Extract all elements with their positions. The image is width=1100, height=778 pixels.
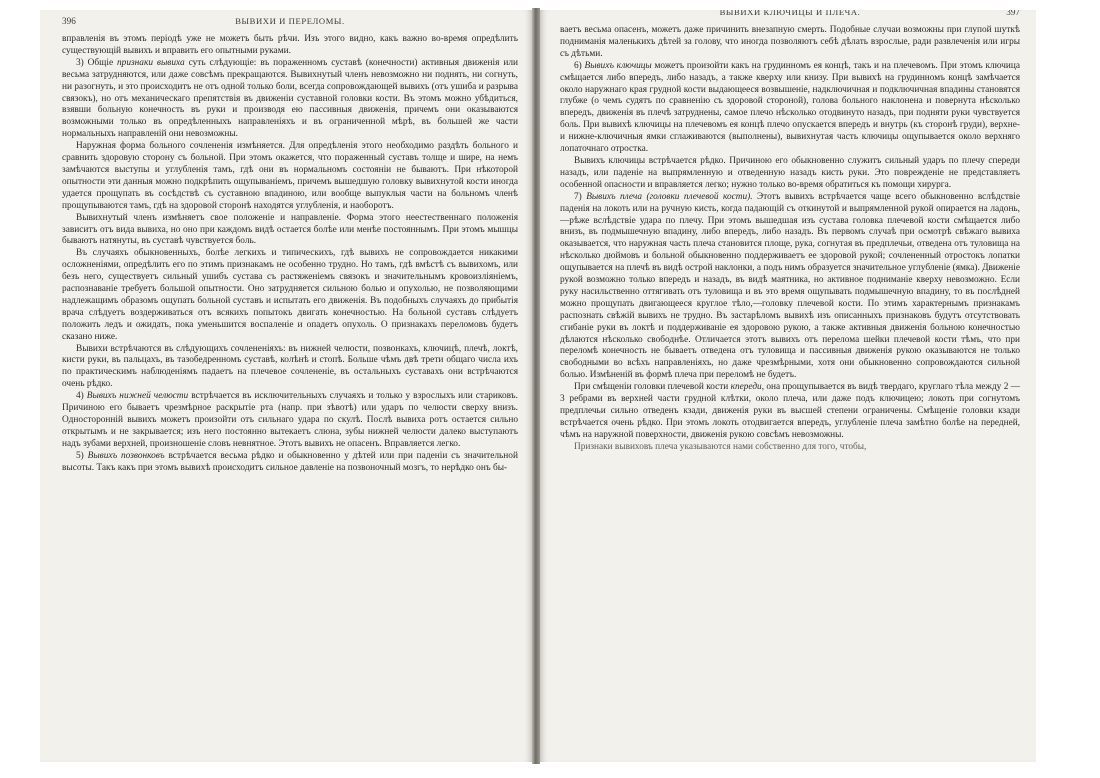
paragraph: Въ случаяхъ обыкновенныхъ, болѣе легкихъ и типическихъ, гдѣ вывихъ не сопровождается никакими осложненіями, опредѣлить его по этимъ признакамъ не особенно трудно. Но тамъ, гдѣ вмѣстѣ съ вывихомъ, или безъ него, существуетъ сильный ушибъ сустава съ растяженіемъ связокъ и значительнымъ кровоизліяніемъ, распознаваніе требуетъ большой опытности. Оно затрудняется сильною болью и опухолью, не позволяющими надлежащимъ образомъ ощупать больной суставъ и испытать его движенія. Въ подобныхъ случаяхъ до прибытія врача слѣдуетъ воздерживаться отъ всякихъ попытокъ двигать конечностью. На больной суставъ слѣдуетъ положить ледъ и ожидать, пока уменьшится воспаленіе и опадетъ опухоль. О признакахъ переломовъ будетъ сказано ниже. (62, 248, 518, 342)
paragraph: При смѣщеніи головки плечевой кости кпереди, она прощупывается въ видѣ твердаго, круглаго тѣла между 2 — 3 ребрами въ верхней части грудной клѣтки, около плеча, или даже подъ ключицею; локоть при согнутомъ предплечьи сильно отведенъ кзади, движенія руки въ высшей степени ограничены. Смѣщеніе головки кзади встрѣчается очень рѣдко. При этомъ локоть отодвигается впередъ, углубленіе плеча замѣтно болѣе на передней, чѣмъ на наружной поверхности, движенія рукою совсѣмъ невозможны. (560, 382, 1020, 440)
paragraph: 5) Вывихъ позвонковъ встрѣчается весьма рѣдко и обыкновенно у дѣтей или при паденіи съ значительной высоты. Такъ какъ при этомъ вывихѣ происходитъ сильное давленіе на позвоночный мозгъ, то нерѣдко онъ бы- (62, 450, 518, 473)
paragraph: вправленія въ этомъ періодѣ уже не можетъ быть рѣчи. Изъ этого видно, какъ важно во-время опредѣлить существующій вывихъ и вправить его опытными руками. (62, 34, 518, 56)
left-page-text (62, 34, 518, 475)
running-head-title-left: ВЫВИХИ И ПЕРЕЛОМЫ. (235, 16, 345, 26)
section-term: Вывихъ позвонковъ (87, 450, 165, 461)
paragraph: Вывихи встрѣчаются въ слѣдующихъ сочлененіяхъ: въ нижней челюсти, позвонкахъ, ключицѣ, плечѣ, локтѣ, кисти руки, въ пальцахъ, въ тазобедренномъ суставѣ, колѣнѣ и стопѣ. Больше чѣмъ двѣ трети общаго числа ихъ по практическимъ наблюденіямъ падаетъ на плечевое сочлененіе, въ остальныхъ суставахъ они встрѣчаются очень рѣдко. (62, 343, 518, 390)
right-page-text (560, 25, 1020, 454)
running-head-title-right: ВЫВИХИ КЛЮЧИЦЫ И ПЛЕЧА. (719, 10, 861, 17)
section-term: Вывихъ нижней челюсти (86, 391, 189, 402)
paragraph: Наружная форма больного сочлененія измѣняется. Для опредѣленія этого необходимо раздѣть больного и сравнить здоровую сторону съ больной. При этомъ окажется, что пораженный суставъ толще и шире, на немъ замѣчаются выступы и углубленія тамъ, гдѣ они въ нормальномъ состояніи не бываютъ. При нѣкоторой опытности эти данныя можно подкрѣпить ощупываніемъ, причемъ вышедшую головку вывихнутой кости иногда удается прощупать въ сосѣдствѣ съ суставною впадиною, или вообще выпуклыя части на больномъ членѣ прощупываются тамъ, гдѣ на здоровой сторонѣ находятся углубленія, и наоборотъ. (62, 141, 518, 211)
paragraph: 3) Общіе признаки вывиха суть слѣдующіе: въ пораженномъ суставѣ (конечности) активныя движенія или весьма затрудняются, или даже совсѣмъ прекращаются. Вывихнутый членъ невозможно ни поднять, ни согнуть, ни разогнуть, и это происходитъ не отъ одной только боли, всегда сопровождающей вывихъ (отъ ушиба и разрыва связокъ), но отъ механическаго препятствія въ движеніи суставной головки кости. Въ этомъ можно убѣдиться, взявши больную конечность въ руки и производя ею пассивныя движенія, причемъ они оказываются возможными только въ опредѣленныхъ направленіяхъ и въ ограниченной мѣрѣ, въ большей же части нормальныхъ направленій они невозможны. (62, 57, 518, 140)
paragraph: ваетъ весьма опасенъ, можетъ даже причинить внезапную смерть. Подобные случаи возможны при глупой шуткѣ подниманія маленькихъ дѣтей за голову, что иногда позволяютъ себѣ дѣлать взрослые, ради развлеченія или игры съ дѣтьми. (560, 25, 1020, 59)
paragraph: 6) Вывихъ ключицы можетъ произойти какъ на грудинномъ ея концѣ, такъ и на плечевомъ. При этомъ ключица смѣщается либо впередъ, либо назадъ, а также кверху или книзу. При вывихѣ на грудинномъ концѣ замѣчается около наружнаго края грудной кости выдающееся возвышеніе, надключичная и подключичная впадины становятся глубже (о чемъ судятъ по сравненію съ здоровой стороной), голова больного наклонена и повернута нѣсколько впередъ, движенія въ плечѣ затруднены, самое плечо нѣсколько отодвинуто назадъ, при подняти руки чувствуется боль. При вывихѣ ключицы на плечевомъ ея концѣ плечо опускается впередъ и внутрь (къ сторонѣ груди), верхне-и нижне-ключичныя ямки сглаживаются (выполнены), вывихнутая часть ключицы ощупывается около верхняго лопаточнаго отростка. (560, 60, 1020, 155)
section-term: признаки вывиха (117, 57, 185, 68)
section-term: Вывихъ ключицы (584, 60, 652, 71)
page-number-left: 396 (62, 16, 76, 26)
left-page (40, 10, 532, 762)
running-head-right (560, 10, 1020, 21)
running-head-left (62, 16, 518, 30)
page-number-right: 397 (1006, 10, 1020, 17)
section-term: кпереди (730, 382, 762, 393)
paragraph: 7) Вывихъ плеча (головки плечевой кости). Этотъ вывихъ встрѣчается чаще всего обыкновенно вслѣдствіе паденія на локоть или на ручную кисть, когда падающій съ откинутой и выпрямленной рукой опирается на ладонь,—рѣже вслѣдствіе удара по плечу. При этомъ вышедшая изъ сустава головка плечевой кости смѣщается либо внизъ, въ подмышечную впадину, либо впередъ, либо назадъ. Въ первомъ случаѣ при осмотрѣ свѣжаго вывиха оказывается, что наружная часть плеча становится площе, рука, согнутая въ предплечьи, отведена отъ туловища на нѣсколько дюймовъ и больной обыкновенно поддерживаетъ ее здоровой рукой; сочлененный отростокъ лопатки ощупывается на плечѣ въ видѣ острой наклонки, а подъ нимъ образуется значительное углубленіе (ямка). Движеніе рукой возможно только впередъ и назадъ, въ видѣ маятника, но активное подниманіе кверху невозможно. Если руку насильственно оттягивать отъ туловища и въ это время ощупывать подмышечную впадину, то въ послѣдней можно прощупать двигающееся круглое тѣло,—головку плечевой кости. По этимъ характернымъ признакамъ распознать свѣжій вывихъ не трудно. Въ застарѣломъ вывихѣ изъ описанныхъ признаковъ будутъ отсутствовать сгибаніе руки въ локтѣ и поддерживаніе ея здоровою рукою, а также активныя движенія больною конечностью дѣлаются нѣсколько свободнѣе. Отличается этотъ вывихъ отъ перелома шейки плечевой кости тѣмъ, что при переломѣ конечность не бываетъ отведена отъ туловища и пассивныя движенія рукою оказываются не только свободными во всѣхъ направленіяхъ, но даже чрезмѣрными, хотя они обыкновенно сопровождаются сильной болью. Измѣненій въ формѣ плеча при переломѣ не будетъ. (560, 191, 1021, 381)
paragraph: Признаки вывиховъ плеча указываются нами собственно для того, чтобы, (574, 441, 867, 452)
right-page (540, 10, 1036, 762)
paragraph: Вывихъ ключицы встрѣчается рѣдко. Причиною его обыкновенно служитъ сильный ударъ по плечу спереди назадъ, или паденіе на выпрямленную и отведенную назадъ кисть руки. Это поврежденіе не представляетъ особенной опасности и вправляется легко; нужно только во-время обратиться къ помощи хирурга. (560, 155, 1020, 190)
section-term: Вывихъ плеча (головки плечевой кости). (586, 191, 753, 202)
book-gutter (532, 8, 540, 764)
paragraph: Вывихнутый членъ измѣняетъ свое положеніе и направленіе. Форма этого неестественнаго положенія зависитъ отъ вида вывиха, но оно при каждомъ видѣ остается болѣе или менѣе постояннымъ. При этомъ мышцы бываютъ натянуты, въ суставѣ чувствуется боль. (62, 212, 518, 247)
paragraph: 4) Вывихъ нижней челюсти встрѣчается въ исключительныхъ случаяхъ и только у взрослыхъ или стариковъ. Причиною его бываетъ чрезмѣрное раскрытіе рта (напр. при зѣвотѣ) или ударъ по челюсти сверху внизъ. Односторонній вывихъ можетъ произойти отъ сильнаго удара по скулѣ. Послѣ вывиха ротъ остается сильно открытымъ и не закрывается; изъ него постоянно вытекаетъ слюна, зубы нижней челюсти далеко выступаютъ надъ зубами верхней, произношеніе словъ невнятное. Этотъ вывихъ не опасенъ. Вправляется легко. (62, 391, 518, 449)
